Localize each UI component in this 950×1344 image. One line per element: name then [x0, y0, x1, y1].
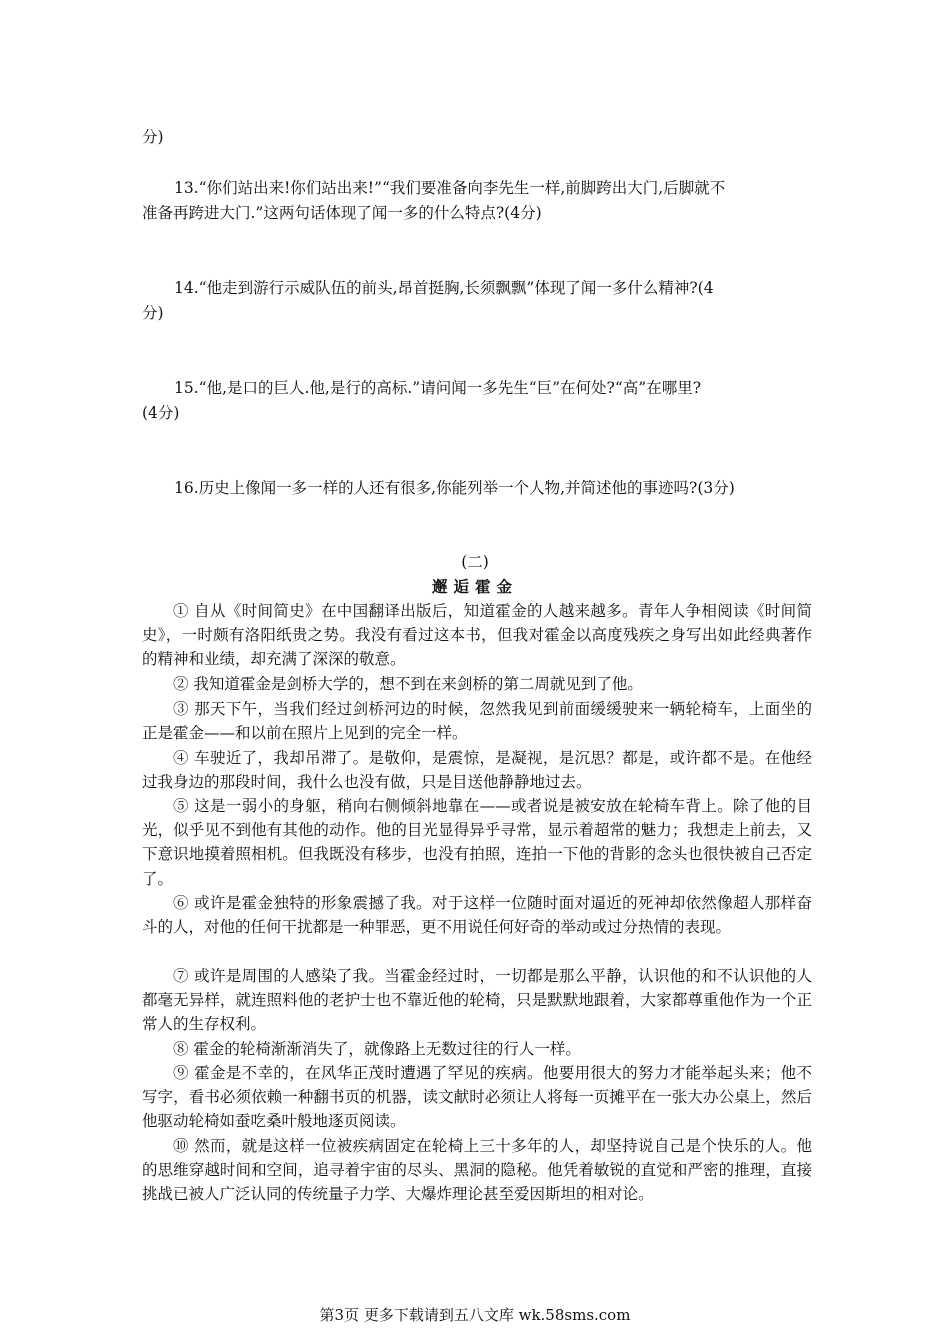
section-number: (二)	[461, 553, 489, 571]
paragraph-4: ④ 车驶近了，我却吊滞了。是敬仰，是震惊，是凝视，是沉思？都是，或许都不是。在他经过我身边的那段时间，我什么也没有做，只是目送他静静地过去。	[142, 749, 812, 792]
question-15-line-2: (4分)	[142, 404, 180, 422]
question-13-line-2: 准备再跨进大门.”这两句话体现了闻一多的什么特点?(4分)	[142, 204, 542, 222]
question-13-line-1: 13.“你们站出来!你们站出来!”“我们要准备向李先生一样,前脚跨出大门,后脚就不	[174, 179, 726, 197]
paragraph-9: ⑨ 霍金是不幸的，在风华正茂时遭遇了罕见的疾病。他要用很大的努力才能举起头来；他不写字，看书必须依赖一种翻书页的机器，读文献时必须让人将每一页摊平在一张大办公桌上，然后他驱动轮椅如蚕吃桑叶般地逐页阅读。	[142, 1064, 812, 1131]
page-footer: 第3页 更多下载请到五八文库 wk.58sms.com	[319, 1306, 631, 1324]
paragraph-6: ⑥ 或许是霍金独特的形象震撼了我。对于这样一位随时面对逼近的死神却依然像超人那样奋斗的人，对他的任何干扰都是一种罪恶，更不用说任何好奇的举动或过分热情的表现。	[142, 894, 812, 937]
prev-question-tail: 分)	[142, 128, 164, 146]
paragraph-3: ③ 那天下午，当我们经过剑桥河边的时候，忽然我见到前面缓缓驶来一辆轮椅车，上面坐的正是霍金——和以前在照片上见到的完全一样。	[142, 700, 812, 743]
paragraph-5: ⑤ 这是一弱小的身躯，稍向右侧倾斜地靠在——或者说是被安放在轮椅车背上。除了他的目光，似乎见不到他有其他的动作。他的目光显得异乎寻常，显示着超常的魅力；我想走上前去，又下意识地摸着照相机。但我既没有移步，也没有拍照，连拍一下他的背影的念头也很快被自己否定了。	[142, 797, 812, 888]
question-16-line-1: 16.历史上像闻一多一样的人还有很多,你能列举一个人物,并简述他的事迹吗?(3分)	[174, 479, 735, 497]
paragraph-10: ⑩ 然而，就是这样一位被疾病固定在轮椅上三十多年的人，却坚持说自己是个快乐的人。他的思维穿越时间和空间，追寻着宇宙的尽头、黑洞的隐秘。他凭着敏锐的直觉和严密的推理，直接挑战已被人广泛认同的传统量子力学、大爆炸理论甚至爱因斯坦的相对论。	[142, 1137, 812, 1204]
question-14-line-1: 14.“他走到游行示威队伍的前头,昂首挺胸,长须飘飘”体现了闻一多什么精神?(4	[174, 279, 714, 297]
paragraph-7: ⑦ 或许是周围的人感染了我。当霍金经过时，一切都是那么平静，认识他的和不认识他的人都毫无异样，就连照料他的老护士也不靠近他的轮椅，只是默默地跟着，大家都尊重他作为一个正常人的生存权利。	[142, 967, 812, 1034]
question-14-line-2: 分)	[142, 304, 164, 322]
question-15-line-1: 15.“他,是口的巨人.他,是行的高标.”请问闻一多先生“巨”在何处?“高”在哪里?	[174, 379, 702, 397]
article-title: 邂逅霍金	[431, 577, 518, 596]
paragraph-1: ① 自从《时间简史》在中国翻译出版后，知道霍金的人越来越多。青年人争相阅读《时间简史》，一时颇有洛阳纸贵之势。我没有看过这本书，但我对霍金以高度残疾之身写出如此经典著作的精神和业绩，却充满了深深的敬意。	[142, 602, 812, 669]
paragraph-2: ② 我知道霍金是剑桥大学的，想不到在来剑桥的第二周就见到了他。	[173, 675, 643, 693]
paragraph-8: ⑧ 霍金的轮椅渐渐消失了，就像路上无数过往的行人一样。	[173, 1040, 581, 1058]
